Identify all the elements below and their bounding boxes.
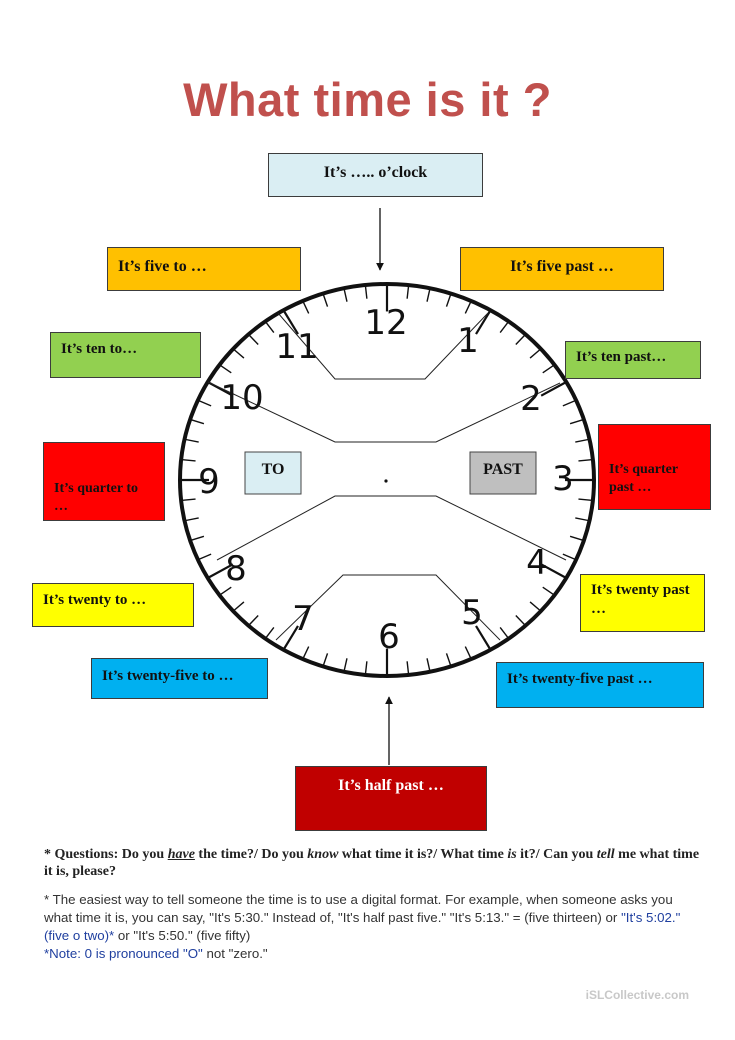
- label-twenty-five-past: It’s twenty-five past …: [496, 662, 704, 708]
- clock-number: 12: [364, 303, 408, 343]
- clock-number: 9: [198, 462, 220, 502]
- label-five-past: It’s five past …: [460, 247, 664, 291]
- past-label: PAST: [483, 461, 523, 478]
- label-twenty-to: It’s twenty to …: [32, 583, 194, 627]
- explanation-note: * The easiest way to tell someone the time is to use a digital format. For example, when someone asks you what time it is, you can say, "It's 5:30." Instead of, "It's half past five." "It's 5:13." = (five thirteen) or "It's 5:02." (five o two)* or "It's 5:50." (five fifty) *Note: 0 is pronounced "O" not "zero.": [44, 892, 681, 961]
- clock-number: 1: [457, 321, 479, 361]
- label-oclock: It’s ….. o’clock: [268, 153, 483, 197]
- watermark-logo: iSLCollective.com: [585, 988, 689, 1002]
- clock-number: 4: [526, 543, 548, 583]
- clock-number: 3: [552, 459, 574, 499]
- clock-number: 6: [378, 617, 400, 657]
- questions-note: * Questions: Do you have the time?/ Do you know what time it is?/ What time is it?/ Can you tell me what time it is, please?: [44, 847, 700, 879]
- clock-number: 10: [220, 378, 264, 418]
- label-half-past: It’s half past …: [295, 766, 487, 831]
- label-quarter-past: It’s quarter past …: [598, 424, 711, 510]
- label-five-to: It’s five to …: [107, 247, 301, 291]
- label-ten-past: It’s ten past…: [565, 341, 701, 379]
- to-label: TO: [261, 461, 285, 478]
- clock-number: 8: [225, 549, 247, 589]
- clock-number: 7: [292, 599, 314, 639]
- label-twenty-past: It’s twenty past …: [580, 574, 705, 632]
- label-ten-to: It’s ten to…: [50, 332, 201, 378]
- label-quarter-to: It’s quarter to …: [43, 442, 165, 521]
- clock-number: 5: [461, 593, 483, 633]
- clock-center: [384, 479, 387, 482]
- page-title: What time is it ?: [183, 73, 552, 126]
- clock-number: 2: [520, 379, 542, 419]
- clock-number: 11: [275, 327, 319, 367]
- label-twenty-five-to: It’s twenty-five to …: [91, 658, 268, 699]
